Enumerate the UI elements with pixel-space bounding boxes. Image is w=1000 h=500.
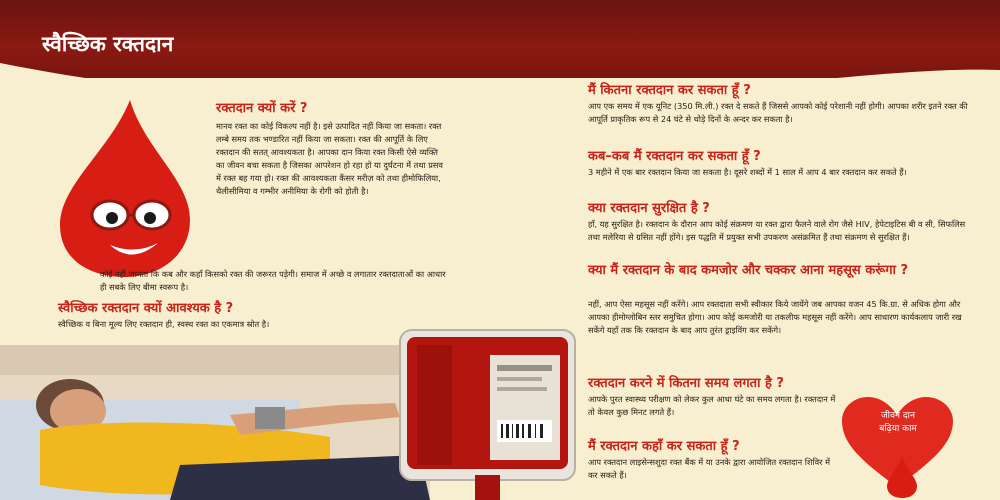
heading-why-voluntary: स्वैच्छिक रक्तदान क्यों आवश्यक है ? <box>58 301 234 316</box>
heading-where: मैं रक्तदान कहाँ कर सकता हूँ ? <box>588 439 740 454</box>
blood-drop-mascot-icon <box>40 95 200 280</box>
why-donate-text: मानव रक्त का कोई विकल्प नहीं है। इसे उत्पादित नहीं किया जा सकता। रक्त लम्बे समय तक भण्डारित नहीं किया जा सकता। रक्त की आपूर्ति के लिए रक्तदान की सतत् आवश्यकता है। आपका दान किया रक्त किसी ऐसे व्यक्ति का जीवन बचा सकता है जिसका आपरेशन हो रहा हो या दुर्घटना में तथा प्रसव में रक्त बह गया हो। रक्त की आवश्यकता कैंसर मरीज़ को तथा हीमोफिलिया, थैलीसीमिया व गम्भीर अनीमिया के रोगी को होती है। <box>216 121 443 196</box>
why-voluntary-text: स्वैच्छिक व बिना मूल्य लिए रक्तदान ही, स्वस्थ रक्त का एकमात्र स्रोत है। <box>58 319 270 329</box>
heading-weakness: क्या मैं रक्तदान के बाद कमजोर और चक्कर आना महसूस करूंगा ? <box>588 263 909 278</box>
heading-time-taken: रक्तदान करने में कितना समय लगता है ? <box>588 376 784 391</box>
blood-bag-image <box>395 325 580 500</box>
heart-slogan-line2: बढ़िया काम <box>879 424 917 434</box>
heading-is-safe: क्या रक्तदान सुरक्षित है ? <box>588 201 710 216</box>
blood-drop-icon <box>884 455 920 499</box>
where-text: आप रक्तदान लाइसेन्सशुदा रक्त बैंक में या उनके द्वारा आयोजित रक्तदान शिविर में कर सकते हैं। <box>588 457 830 480</box>
page-title: स्वैच्छिक रक्तदान <box>42 32 174 56</box>
how-often-text: 3 महीने में एक बार रक्तदान किया जा सकता है। दूसरे शब्दों में 1 साल में आप 4 बार रक्तदान कर सकते हैं। <box>588 167 907 177</box>
heading-why-donate: रक्तदान क्यों करें ? <box>216 101 308 116</box>
weakness-text: नहीं, आप ऐसा महसूस नहीं करेंगे। आप रक्तदाता सभी स्वीकार किये जायेंगे जब आपका वजन 45 कि.ग्रा. से अधिक होगा और आपका हीमोग्लोबिन स्तर समुचित होगा। आप कोई कमजोरी या तकलीफ महसूस नहीं करेंगे। आप साधारण कार्यकलाप जारी रख सकेंगे यहाँ तक कि रक्तदान के बाद आप तुरंत ड्राइविंग कर सकेंगे। <box>588 299 962 335</box>
heart-slogan-line1: जीवन दान <box>881 411 915 421</box>
how-much-text: आप एक समय में एक यूनिट (350 मि.ली.) रक्त दे सकते हैं जिससे आपको कोई परेशानी नहीं होगी। आपका शरीर इतने रक्त की आपूर्ति प्राकृतिक रूप से 24 घंटे से थोड़े दिनों के अन्दर कर सकता है। <box>588 101 968 124</box>
why-donate-text-wide: कोई नहीं जानता कि कब और कहाँ किसको रक्त की जरूरत पड़ेगी। समाज में अच्छे व लगातार रक्तदाताओं का आधार ही सबके लिए बीमा स्वरूप है। <box>100 269 446 292</box>
time-taken-text: आपके पुरत स्वास्थ्य परीक्षण को लेकर कुल आधा घंटे का समय लगता है। रक्तदान में तो केवल कुछ मिनट लगते हैं। <box>588 394 836 417</box>
donor-photo <box>0 345 430 500</box>
heading-how-much: मैं कितना रक्तदान कर सकता हूँ ? <box>588 83 751 98</box>
heart-slogan <box>848 410 948 436</box>
is-safe-text: हाँ, यह सुरक्षित है। रक्तदान के दौरान आप कोई संक्रमण या रक्त द्वारा फैलने वाले रोग जैसे HIV, हेपेटाइटिस बी व सी, सिफलिस तथा मलेरिया से ग्रसित नहीं होंगे। इस पद्धति में प्रयुक्त सभी उपकरण असंक्रमित हैं तथा संक्रमण से सुरक्षित हैं। <box>588 219 966 242</box>
heading-how-often: कब–कब मैं रक्तदान कर सकता हूँ ? <box>588 149 761 164</box>
